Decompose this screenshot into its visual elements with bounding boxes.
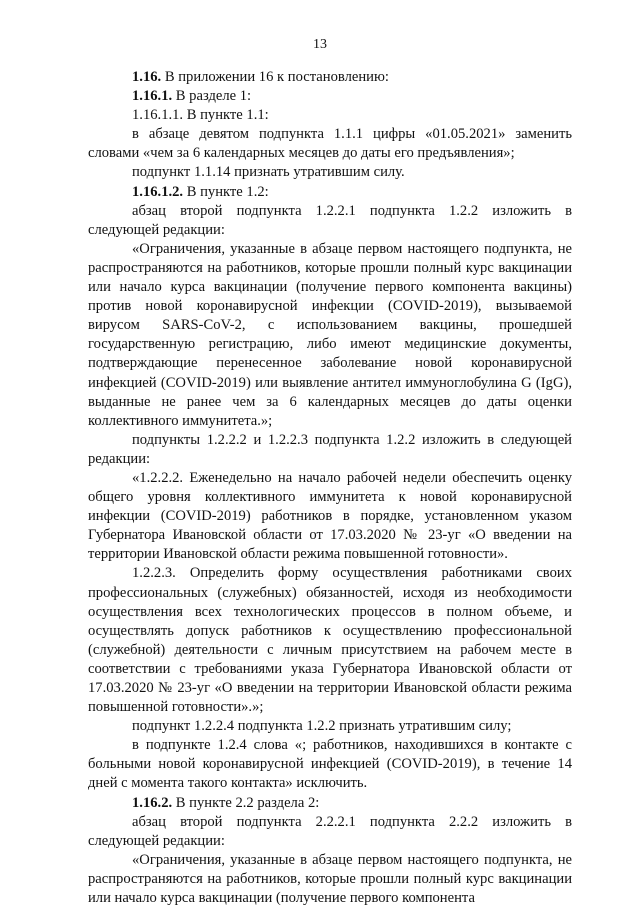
paragraph-1-16	[88, 68, 572, 87]
clause-number: 1.16.	[132, 69, 162, 85]
paragraph-amend-1-2-4: в подпункте 1.2.4 слова «; работников, находившихся в контакте с больными новой коронавирусной инфекцией (COVID-2019), в течение 14 дней с момента такого контакта» исключить.	[88, 737, 572, 792]
paragraph-quote-1-2-2-3: 1.2.2.3. Определить форму осуществления работниками своих профессиональных (служебных) обязанностей, исходя из необходимости осуществления всех технологических процессов в полном объеме, и осуществлять допуск работников к осуществлению профессиональной (служебной) деятельности с личным присутствием на рабочем месте в соответствии с требованиями указа Губернатора Ивановской области от 17.03.2020 № 23-уг «О введении на территории Ивановской области режима повышенной готовности».»;	[88, 565, 572, 716]
clause-number: 1.16.1.2.	[132, 183, 184, 200]
paragraph-1-16-1	[88, 87, 572, 106]
paragraph-1-16-1-1: 1.16.1.1. В пункте 1.1:	[132, 107, 269, 124]
paragraph-text: В разделе 1:	[172, 88, 252, 105]
paragraph-quote-restrictions-2: «Ограничения, указанные в абзаце первом настоящего подпункта, не распространяются на работников, которые прошли полный курс вакцинации или начало курса вакцинации (получение первого компонента	[88, 851, 572, 907]
paragraph-amend-1-1-1: в абзаце девятом подпункта 1.1.1 цифры «01.05.2021» заменить словами «чем за 6 календарных месяцев до даты его предъявления»;	[88, 126, 572, 162]
clause-number: 1.16.1.	[132, 88, 173, 105]
paragraph-1-16-1-2	[88, 183, 572, 202]
paragraph-amend-1-2-2-1: абзац второй подпункта 1.2.2.1 подпункта 1.2.2 изложить в следующей редакции:	[88, 202, 572, 238]
document-body	[88, 68, 572, 908]
paragraph-repeal-1-1-14: подпункт 1.1.14 признать утратившим силу.	[132, 164, 405, 181]
paragraph-text: В пункте 1.2:	[183, 183, 269, 200]
paragraph-quote-restrictions: «Ограничения, указанные в абзаце первом настоящего подпункта, не распространяются на работников, которые прошли полный курс вакцинации или начало курса вакцинации (получение первого компонента вакцины) против новой коронавирусной инфекции (COVID-2019), вызываемой вирусом SARS-CoV-2, с использованием вакцины, прошедшей государственную регистрацию, либо имеют медицинские документы, подтверждающие перенесенное заболевание новой коронавирусной инфекцией (COVID-2019) или выявление антител иммуноглобулина G (IgG), выданные не ранее чем за 6 календарных месяцев до даты оценки коллективного иммунитета.»;	[88, 240, 572, 429]
paragraph-amend-1-2-2-2: подпункты 1.2.2.2 и 1.2.2.3 подпункта 1.2.2 изложить в следующей редакции:	[88, 431, 572, 467]
page-number: 13	[313, 37, 327, 52]
paragraph-text: В приложении 16 к постановлению:	[161, 69, 389, 85]
paragraph-text: В пункте 2.2 раздела 2:	[172, 794, 320, 811]
paragraph-quote-1-2-2-2: «1.2.2.2. Еженедельно на начало рабочей недели обеспечить оценку общего уровня коллективного иммунитета к новой коронавирусной инфекции (COVID-2019) работников в порядке, установленном указом Губернатора Ивановской области от 17.03.2020 № 23-уг «О введении на территории Ивановской области режима повышенной готовности».	[88, 469, 572, 563]
paragraph-repeal-1-2-2-4: подпункт 1.2.2.4 подпункта 1.2.2 признать утратившим силу;	[132, 718, 512, 735]
paragraph-amend-2-2-2-1: абзац второй подпункта 2.2.2.1 подпункта 2.2.2 изложить в следующей редакции:	[88, 813, 572, 849]
clause-number: 1.16.2.	[132, 794, 173, 811]
paragraph-1-16-2	[88, 794, 572, 813]
